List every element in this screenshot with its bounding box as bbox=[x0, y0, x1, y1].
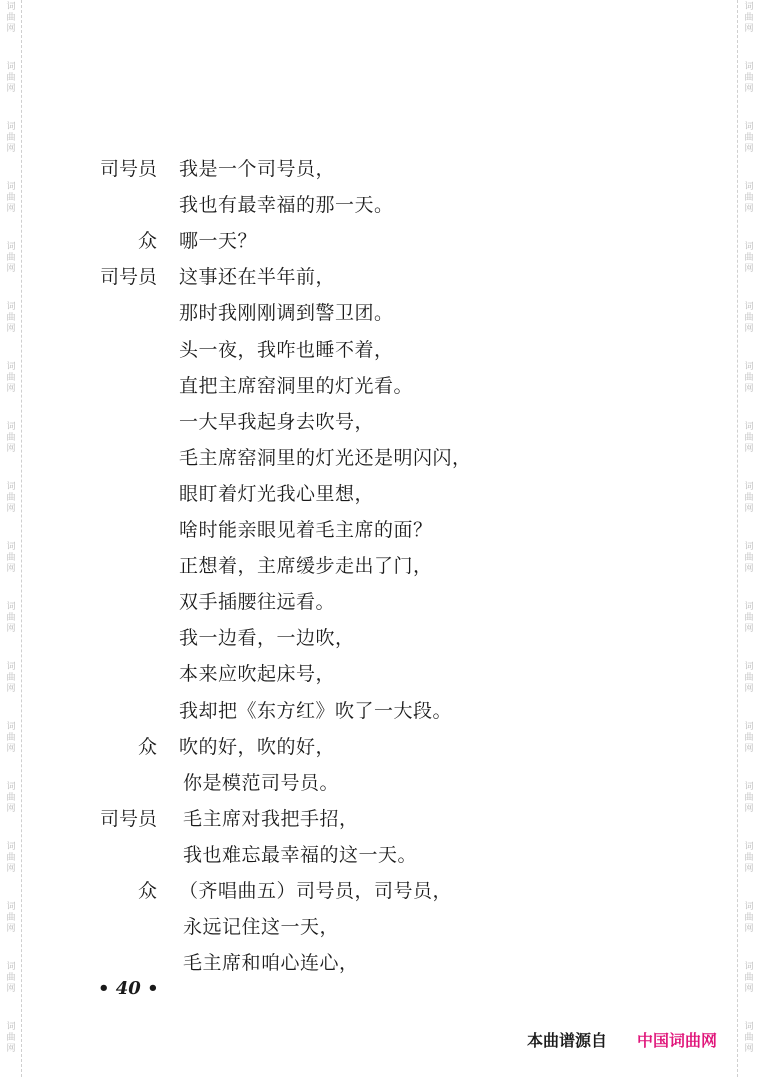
script-row bbox=[0, 156, 760, 190]
script-row bbox=[0, 806, 760, 840]
watermark-char: 网 bbox=[744, 24, 754, 34]
page-number: • 40 • bbox=[98, 978, 159, 999]
script-row bbox=[0, 337, 760, 371]
watermark-char: 网 bbox=[744, 804, 754, 814]
watermark-char: 词 bbox=[744, 602, 754, 612]
watermark-char: 网 bbox=[6, 684, 16, 694]
watermark-char: 网 bbox=[744, 504, 754, 514]
lyric-line: （齐唱曲五）司号员，司号员， bbox=[179, 880, 453, 902]
watermark-char: 网 bbox=[744, 624, 754, 634]
watermark-cell bbox=[741, 60, 757, 120]
watermark-char: 曲 bbox=[6, 853, 16, 863]
speaker-label: 司号员 bbox=[99, 266, 157, 289]
watermark-char: 词 bbox=[6, 182, 16, 192]
watermark-char: 词 bbox=[6, 842, 16, 852]
lyric-line: 头一夜，我咋也睡不着， bbox=[179, 338, 394, 361]
watermark-char: 曲 bbox=[744, 13, 754, 23]
script-row bbox=[0, 878, 760, 912]
watermark-char: 词 bbox=[6, 62, 16, 72]
watermark-char: 曲 bbox=[744, 613, 754, 623]
script-row bbox=[0, 517, 760, 551]
watermark-char: 词 bbox=[744, 242, 754, 252]
script-row bbox=[0, 842, 760, 876]
watermark-char: 网 bbox=[6, 24, 16, 34]
watermark-char: 网 bbox=[6, 1044, 16, 1054]
script-row bbox=[0, 481, 760, 515]
watermark-char: 词 bbox=[744, 902, 754, 912]
watermark-char: 词 bbox=[6, 2, 16, 12]
watermark-char: 词 bbox=[6, 962, 16, 972]
footer-source-label: 本曲谱源自 bbox=[527, 1031, 608, 1050]
watermark-char: 网 bbox=[6, 624, 16, 634]
watermark-char: 网 bbox=[6, 384, 16, 394]
speaker-label: 司号员 bbox=[99, 807, 157, 830]
watermark-char: 网 bbox=[744, 984, 754, 994]
watermark-char: 词 bbox=[6, 722, 16, 732]
lyric-line: 啥时能亲眼见着毛主席的面？ bbox=[179, 519, 433, 541]
script-row bbox=[0, 264, 760, 298]
watermark-char: 词 bbox=[6, 602, 16, 612]
speaker-label: 众 bbox=[137, 230, 157, 253]
script-row bbox=[0, 300, 760, 334]
watermark-char: 词 bbox=[6, 422, 16, 432]
lyric-line: 永远记住这一天， bbox=[183, 916, 340, 939]
watermark-char: 网 bbox=[744, 444, 754, 454]
watermark-char: 词 bbox=[744, 662, 754, 672]
watermark-char: 网 bbox=[6, 264, 16, 274]
watermark-char: 网 bbox=[6, 204, 16, 214]
watermark-char: 词 bbox=[6, 242, 16, 252]
script-row bbox=[0, 409, 760, 443]
watermark-char: 词 bbox=[744, 362, 754, 372]
watermark-char: 网 bbox=[6, 804, 16, 814]
watermark-char: 词 bbox=[744, 482, 754, 492]
script-row bbox=[0, 589, 760, 623]
watermark-char: 词 bbox=[744, 782, 754, 792]
script-row bbox=[0, 373, 760, 407]
watermark-char: 曲 bbox=[744, 733, 754, 743]
watermark-char: 曲 bbox=[744, 253, 754, 263]
watermark-char: 曲 bbox=[744, 1033, 754, 1043]
watermark-char: 词 bbox=[744, 542, 754, 552]
lyric-line: 你是模范司号员。 bbox=[183, 771, 340, 794]
watermark-char: 曲 bbox=[744, 133, 754, 143]
script-row bbox=[0, 698, 760, 732]
lyric-line: 双手插腰往远看。 bbox=[179, 591, 336, 614]
watermark-char: 曲 bbox=[6, 913, 16, 923]
watermark-char: 曲 bbox=[6, 313, 16, 323]
lyric-line: 直把主席窑洞里的灯光看。 bbox=[179, 374, 414, 397]
watermark-char: 网 bbox=[744, 924, 754, 934]
script-row bbox=[0, 734, 760, 768]
watermark-char: 网 bbox=[744, 384, 754, 394]
watermark-char: 曲 bbox=[744, 73, 754, 83]
watermark-char: 曲 bbox=[744, 493, 754, 503]
watermark-char: 曲 bbox=[744, 853, 754, 863]
watermark-char: 词 bbox=[6, 542, 16, 552]
watermark-char: 曲 bbox=[6, 973, 16, 983]
speaker-label: 众 bbox=[137, 735, 157, 758]
script-row bbox=[0, 661, 760, 695]
watermark-char: 词 bbox=[744, 302, 754, 312]
lyric-line: 一大早我起身去吹号， bbox=[179, 410, 375, 433]
lyric-line: 我一边看，一边吹， bbox=[179, 627, 355, 650]
watermark-char: 曲 bbox=[6, 793, 16, 803]
lyric-line: 正想着，主席缓步走出了门， bbox=[179, 555, 433, 578]
script-row bbox=[0, 192, 760, 226]
watermark-char: 词 bbox=[744, 62, 754, 72]
watermark-char: 网 bbox=[744, 1044, 754, 1054]
watermark-char: 词 bbox=[744, 182, 754, 192]
watermark-char: 曲 bbox=[6, 553, 16, 563]
lyric-line: 那时我刚刚调到警卫团。 bbox=[179, 302, 394, 325]
watermark-char: 词 bbox=[744, 422, 754, 432]
watermark-char: 词 bbox=[744, 962, 754, 972]
watermark-char: 网 bbox=[6, 564, 16, 574]
watermark-char: 词 bbox=[6, 662, 16, 672]
watermark-char: 曲 bbox=[6, 193, 16, 203]
lyric-line: 我却把《东方红》吹了一大段。 bbox=[179, 699, 453, 722]
script-row bbox=[0, 770, 760, 804]
watermark-cell bbox=[741, 0, 757, 60]
watermark-char: 词 bbox=[744, 122, 754, 132]
lyric-line: 毛主席和咱心连心， bbox=[183, 952, 359, 975]
watermark-cell bbox=[3, 1020, 19, 1080]
watermark-cell bbox=[3, 60, 19, 120]
footer-site-link[interactable]: 中国词曲网 bbox=[637, 1031, 718, 1050]
lyric-line: 吹的好，吹的好， bbox=[179, 735, 336, 758]
watermark-char: 词 bbox=[744, 842, 754, 852]
watermark-char: 词 bbox=[6, 362, 16, 372]
watermark-char: 网 bbox=[744, 264, 754, 274]
watermark-char: 网 bbox=[6, 444, 16, 454]
watermark-char: 网 bbox=[744, 864, 754, 874]
watermark-char: 曲 bbox=[744, 193, 754, 203]
watermark-char: 词 bbox=[744, 722, 754, 732]
lyric-line: 本来应吹起床号， bbox=[179, 663, 336, 686]
watermark-char: 网 bbox=[744, 564, 754, 574]
watermark-char: 网 bbox=[744, 84, 754, 94]
lyric-line: 我是一个司号员， bbox=[179, 158, 336, 180]
watermark-char: 曲 bbox=[6, 613, 16, 623]
watermark-char: 曲 bbox=[6, 1033, 16, 1043]
watermark-char: 曲 bbox=[6, 253, 16, 263]
watermark-char: 网 bbox=[6, 864, 16, 874]
watermark-char: 网 bbox=[744, 204, 754, 214]
script-row bbox=[0, 445, 760, 479]
watermark-char: 词 bbox=[6, 302, 16, 312]
script-row bbox=[0, 625, 760, 659]
watermark-char: 曲 bbox=[6, 493, 16, 503]
watermark-char: 曲 bbox=[744, 673, 754, 683]
watermark-char: 曲 bbox=[744, 793, 754, 803]
watermark-char: 词 bbox=[744, 2, 754, 12]
watermark-char: 曲 bbox=[6, 133, 16, 143]
watermark-char: 网 bbox=[6, 984, 16, 994]
watermark-cell bbox=[3, 0, 19, 60]
watermark-char: 曲 bbox=[744, 313, 754, 323]
watermark-char: 曲 bbox=[744, 973, 754, 983]
lyric-line: 毛主席窑洞里的灯光还是明闪闪， bbox=[179, 446, 472, 469]
watermark-char: 曲 bbox=[6, 373, 16, 383]
watermark-char: 网 bbox=[6, 84, 16, 94]
watermark-char: 曲 bbox=[6, 73, 16, 83]
script-row bbox=[0, 914, 760, 948]
watermark-char: 网 bbox=[744, 324, 754, 334]
speaker-label: 众 bbox=[137, 880, 157, 902]
lyric-line: 毛主席对我把手招， bbox=[183, 807, 359, 830]
watermark-char: 网 bbox=[6, 324, 16, 334]
watermark-char: 词 bbox=[744, 1022, 754, 1032]
lyric-line: 哪一天？ bbox=[179, 230, 258, 253]
lyric-line: 我也有最幸福的那一天。 bbox=[179, 194, 394, 217]
watermark-char: 词 bbox=[6, 122, 16, 132]
watermark-char: 网 bbox=[744, 744, 754, 754]
watermark-char: 曲 bbox=[744, 913, 754, 923]
script-row bbox=[0, 228, 760, 262]
watermark-char: 曲 bbox=[6, 673, 16, 683]
watermark-char: 网 bbox=[6, 504, 16, 514]
speaker-label: 司号员 bbox=[99, 158, 157, 180]
lyric-line: 眼盯着灯光我心里想， bbox=[179, 482, 375, 505]
watermark-char: 网 bbox=[744, 684, 754, 694]
lyric-line: 这事还在半年前， bbox=[179, 266, 336, 289]
watermark-char: 网 bbox=[6, 144, 16, 154]
watermark-char: 网 bbox=[6, 924, 16, 934]
watermark-char: 曲 bbox=[6, 13, 16, 23]
watermark-char: 曲 bbox=[744, 433, 754, 443]
watermark-char: 曲 bbox=[6, 433, 16, 443]
watermark-char: 曲 bbox=[744, 373, 754, 383]
watermark-char: 词 bbox=[6, 902, 16, 912]
watermark-char: 词 bbox=[6, 1022, 16, 1032]
watermark-char: 曲 bbox=[6, 733, 16, 743]
script-row bbox=[0, 553, 760, 587]
lyric-line: 我也难忘最幸福的这一天。 bbox=[183, 843, 418, 866]
watermark-char: 网 bbox=[6, 744, 16, 754]
watermark-char: 网 bbox=[744, 144, 754, 154]
watermark-char: 曲 bbox=[744, 553, 754, 563]
watermark-cell bbox=[741, 1020, 757, 1080]
watermark-char: 词 bbox=[6, 782, 16, 792]
watermark-char: 词 bbox=[6, 482, 16, 492]
